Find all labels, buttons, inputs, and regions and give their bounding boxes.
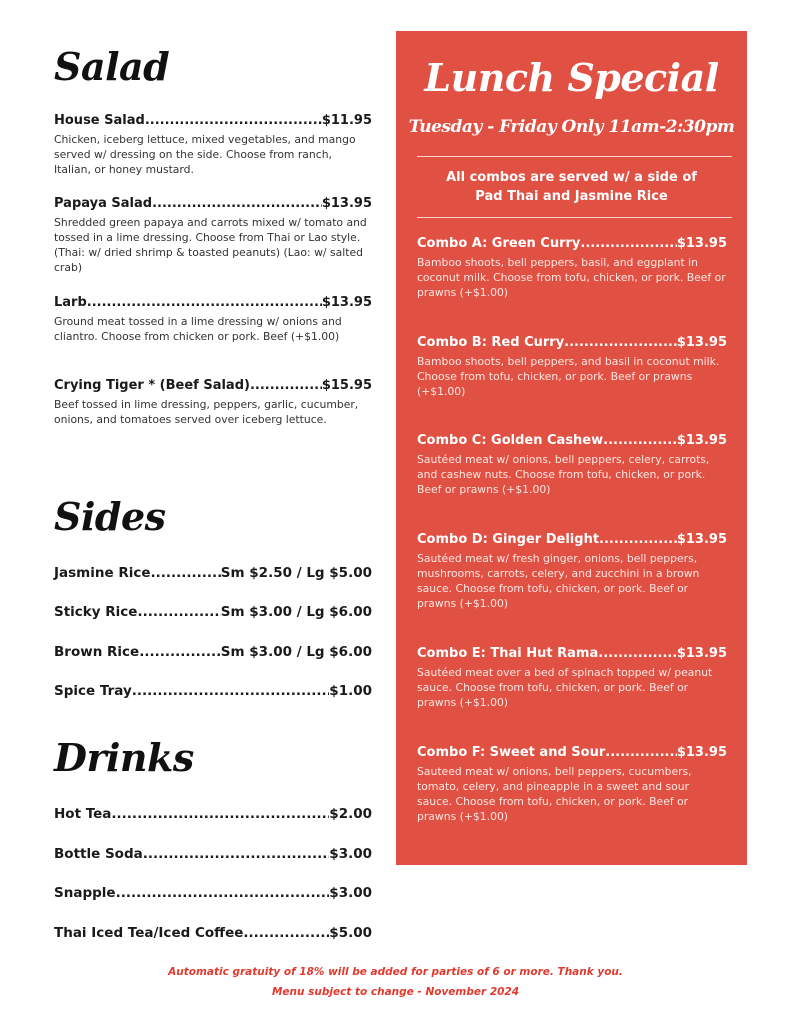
leader-dots [603,433,677,448]
drinks-title: Drinks [54,735,194,780]
item-price: Sm $3.00 / Lg $6.00 [220,644,372,660]
item-name: Thai Iced Tea/Iced Coffee [54,925,244,941]
combo-name: Combo A: Green Curry [417,236,581,251]
leader-dots [605,745,677,760]
leader-dots [243,925,329,941]
item-name: Sticky Rice [54,604,138,620]
item-price: $2.00 [329,806,372,822]
combo-name: Combo D: Ginger Delight [417,532,600,547]
combo-description: Bamboo shoots, bell peppers, and basil in coconut milk. Choose from tofu, chicken, or pork. Beef or prawns (+$1.00) [417,355,720,398]
leader-dots [250,378,322,393]
combo-name: Combo B: Red Curry [417,335,565,350]
item-name: Snapple [54,885,116,901]
divider [417,156,732,157]
menu-item-spice-tray [54,683,372,699]
leader-dots [564,335,677,350]
leader-dots [132,683,330,699]
leader-dots [145,113,322,128]
menu-item-larb [54,295,372,344]
item-price: Sm $2.50 / Lg $5.00 [220,565,372,581]
item-name: Bottle Soda [54,846,143,862]
item-name: Jasmine Rice [54,565,151,581]
item-description: Chicken, iceberg lettuce, mixed vegetables, and mango served w/ dressing on the side. Choose from ranch, Italian, or honey mustard. [54,133,356,176]
menu-item-snapple [54,885,372,901]
combo-price: $13.95 [676,433,727,448]
menu-item-hot-tea [54,806,372,822]
combo-name: Combo E: Thai Hut Rama [417,646,599,661]
item-price: $3.00 [329,846,372,862]
leader-dots [580,236,676,251]
menu-item-thai-iced-tea [54,925,372,941]
item-name: Hot Tea [54,806,112,822]
combo-e [417,646,727,710]
combo-f [417,745,727,824]
item-price: $5.00 [329,925,372,941]
item-name: House Salad [54,113,145,128]
leader-dots [151,565,221,581]
combo-d [417,532,727,611]
menu-item-sticky-rice [54,604,372,620]
item-name: Papaya Salad [54,196,153,211]
item-price: $13.95 [321,196,372,211]
menu-item-crying-tiger [54,378,372,427]
leader-dots [143,846,330,862]
item-name: Brown Rice [54,644,140,660]
combo-price: $13.95 [676,745,727,760]
item-description: Shredded green papaya and carrots mixed w/ tomato and tossed in a lime dressing. Choose from Thai or Lao style. (Thai: w/ dried shrimp & toasted peanuts) (Lao: w/ salted crab) [54,216,367,274]
item-name: Crying Tiger * (Beef Salad) [54,378,250,393]
item-description: Beef tossed in lime dressing, peppers, garlic, cucumber, onions, and tomatoes served over iceberg lettuce. [54,398,359,426]
combo-note-line2: Pad Thai and Jasmine Rice [475,189,668,204]
leader-dots [598,646,677,661]
combo-price: $13.95 [676,236,727,251]
combo-name: Combo C: Golden Cashew [417,433,604,448]
divider [417,217,732,218]
lunch-special-panel [396,31,747,865]
menu-item-house-salad [54,113,372,177]
combo-price: $13.95 [676,646,727,661]
item-price: Sm $3.00 / Lg $6.00 [220,604,372,620]
leader-dots [599,532,677,547]
item-description: Ground meat tossed in a lime dressing w/ onions and cliantro. Choose from chicken or pork. Beef (+$1.00) [54,315,342,343]
menu-item-papaya-salad [54,196,372,275]
combo-description: Sautéed meat w/ fresh ginger, onions, bell peppers, mushrooms, carrots, celery, and zucchini in a brown sauce. Choose from tofu, chicken, or pork. Beef or prawns (+$1.00) [417,552,700,610]
leader-dots [111,806,329,822]
menu-change-note: Menu subject to change - November 2024 [271,986,520,998]
item-price: $3.00 [329,885,372,901]
leader-dots [152,196,322,211]
item-price: $13.95 [321,295,372,310]
menu-item-bottle-soda [54,846,372,862]
lunch-special-hours: Tuesday - Friday Only 11am-2:30pm [408,117,735,137]
item-name: Spice Tray [54,683,132,699]
menu-item-jasmine-rice [54,565,372,581]
combo-price: $13.95 [676,335,727,350]
combo-description: Sautéed meat over a bed of spinach topped w/ peanut sauce. Choose from tofu, chicken, or pork. Beef or prawns (+$1.00) [417,666,713,709]
combo-description: Sauteed meat w/ onions, bell peppers, cucumbers, tomato, celery, and pineapple in a sweet and sour sauce. Choose from tofu, chicken, or pork. Beef or prawns (+$1.00) [417,765,692,823]
sides-title: Sides [54,494,166,539]
item-name: Larb [54,295,87,310]
combo-c [417,433,727,497]
item-price: $15.95 [321,378,372,393]
leader-dots [87,295,322,310]
gratuity-note: Automatic gratuity of 18% will be added for parties of 6 or more. Thank you. [168,966,623,978]
menu-item-brown-rice [54,644,372,660]
leader-dots [139,644,221,660]
combo-note [396,168,747,206]
combo-a [417,236,727,300]
combo-name: Combo F: Sweet and Sour [417,745,606,760]
combo-price: $13.95 [676,532,727,547]
lunch-special-title: Lunch Special [424,55,719,100]
combo-b [417,335,727,399]
leader-dots [116,885,330,901]
leader-dots [137,604,220,620]
combo-description: Sautéed meat w/ onions, bell peppers, celery, carrots, and cashew nuts. Choose from tofu, chicken, or pork. Beef or prawns (+$1.00) [417,453,710,496]
item-price: $1.00 [329,683,372,699]
combo-note-line1: All combos are served w/ a side of [446,170,697,185]
salad-title: Salad [54,44,170,89]
combo-description: Bamboo shoots, bell peppers, basil, and eggplant in coconut milk. Choose from tofu, chicken, or pork. Beef or prawns (+$1.00) [417,256,726,299]
item-price: $11.95 [321,113,372,128]
